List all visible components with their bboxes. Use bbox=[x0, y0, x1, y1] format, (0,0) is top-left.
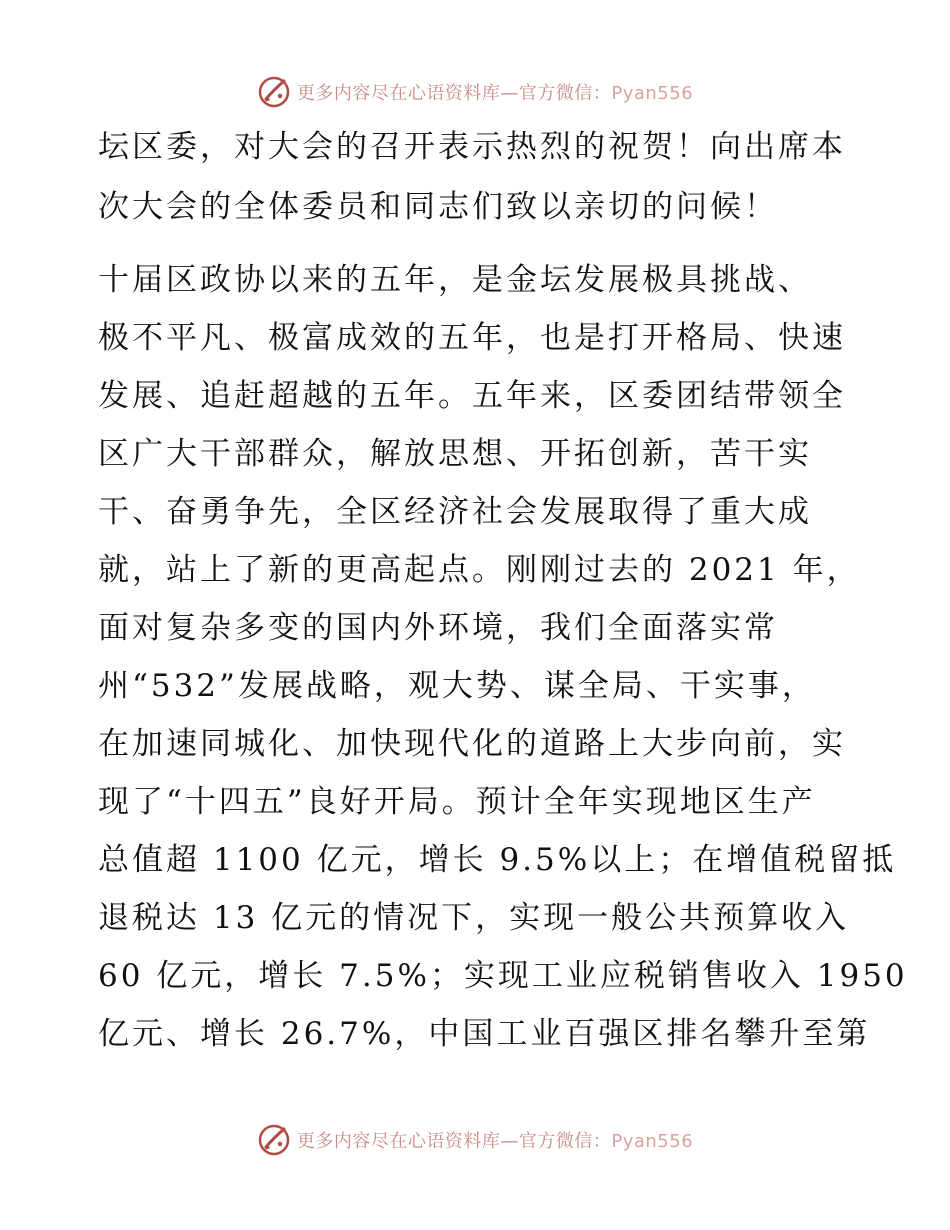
watermark-wechat-id: Pyan556 bbox=[611, 83, 694, 104]
watermark-label: 更多内容尽在心语资料库—官方微信： bbox=[296, 1131, 612, 1152]
quill-pen-logo-icon bbox=[257, 1123, 291, 1157]
text-line: 区广大干部群众，解放思想、开拓创新，苦干实 bbox=[98, 436, 812, 472]
text-line: 亿元、增长 26.7%，中国工业百强区排名攀升至第 bbox=[98, 1016, 871, 1052]
watermark-wechat-id: Pyan556 bbox=[611, 1131, 694, 1152]
text-line: 60 亿元，增长 7.5%；实现工业应税销售收入 1950 bbox=[98, 958, 908, 994]
text-line: 在加速同城化、加快现代化的道路上大步向前，实 bbox=[98, 726, 846, 762]
text-line: 退税达 13 亿元的情况下，实现一般公共预算收入 bbox=[98, 900, 850, 936]
text-line: 十届区政协以来的五年，是金坛发展极具挑战、 bbox=[98, 262, 812, 298]
text-line: 次大会的全体委员和同志们致以亲切的问候！ bbox=[98, 189, 778, 225]
text-line: 坛区委，对大会的召开表示热烈的祝贺！向出席本 bbox=[98, 129, 846, 165]
text-line: 总值超 1100 亿元，增长 9.5%以上；在增值税留抵 bbox=[98, 842, 897, 878]
text-line: 现了“十四五”良好开局。预计全年实现地区生产 bbox=[98, 784, 816, 820]
text-line: 干、奋勇争先，全区经济社会发展取得了重大成 bbox=[98, 494, 812, 530]
text-line: 就，站上了新的更高起点。刚刚过去的 2021 年， bbox=[98, 552, 861, 588]
watermark-text bbox=[297, 1127, 693, 1153]
text-line: 面对复杂多变的国内外环境，我们全面落实常 bbox=[98, 610, 778, 646]
text-line: 州“532”发展战略，观大势、谋全局、干实事， bbox=[98, 668, 816, 704]
text-line: 极不平凡、极富成效的五年，也是打开格局、快速 bbox=[98, 320, 846, 356]
footer-watermark bbox=[0, 1120, 950, 1160]
text-line: 发展、追赶超越的五年。五年来，区委团结带领全 bbox=[98, 378, 846, 414]
watermark-label: 更多内容尽在心语资料库—官方微信： bbox=[296, 83, 612, 104]
